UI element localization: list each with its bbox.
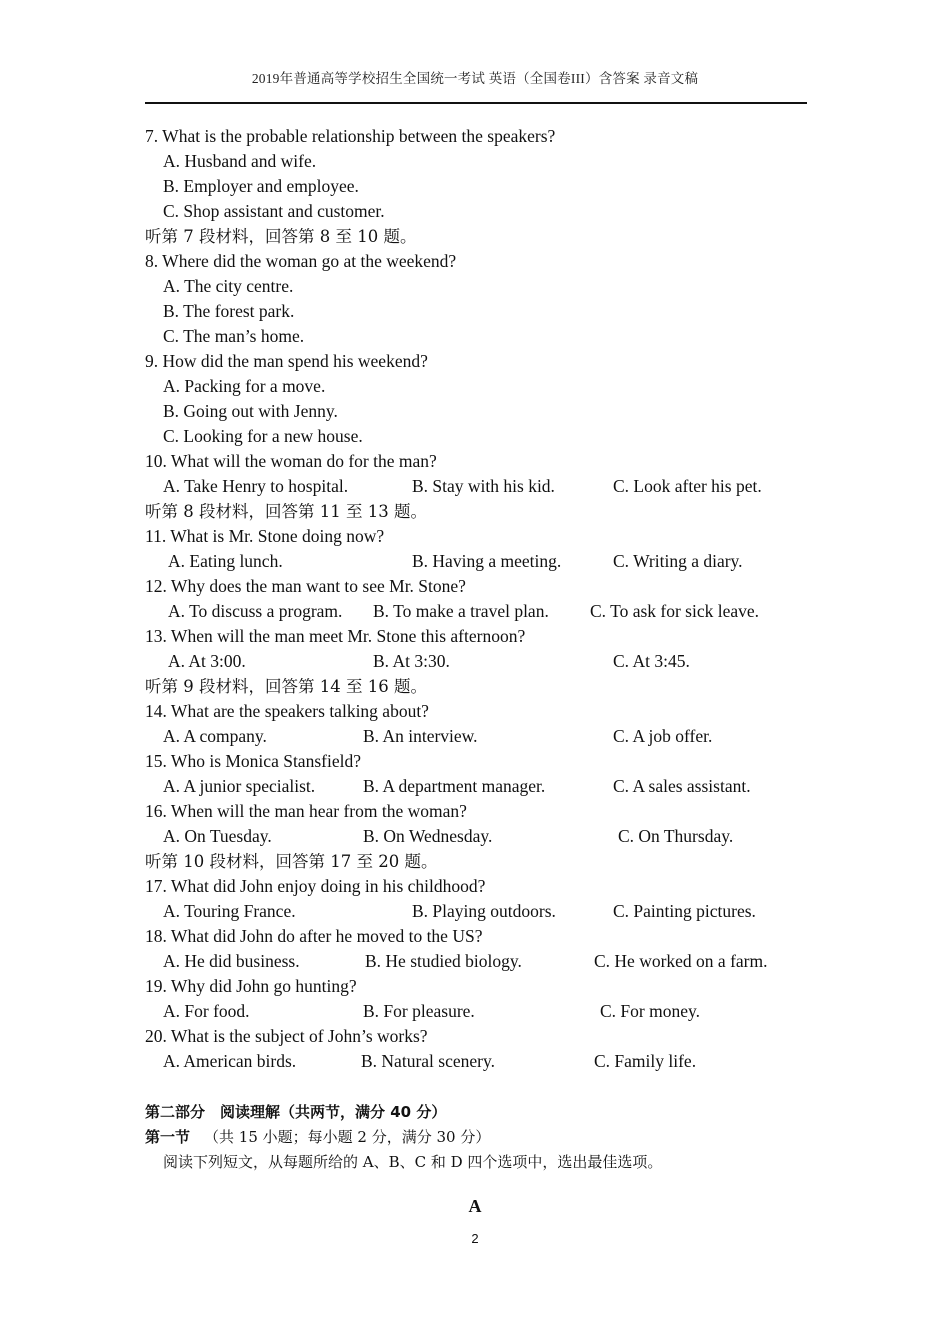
q15-options	[145, 774, 807, 799]
q13-options	[145, 649, 807, 674]
q11-option-a: A. Eating lunch.	[168, 551, 283, 571]
q14-option-b: B. An interview.	[363, 726, 478, 746]
q10-options	[145, 474, 807, 499]
passage-letter: A	[468, 1196, 482, 1216]
part-two-title: 第二部分 阅读理解（共两节，满分 40 分）	[145, 1103, 447, 1121]
q12-option-a: A. To discuss a program.	[168, 601, 343, 621]
header-rule	[145, 102, 807, 104]
q12-options	[145, 599, 807, 624]
question-10: 10. What will the woman do for the man?	[145, 451, 437, 471]
q8-option-a: A. The city centre.	[163, 276, 294, 296]
q12-option-c: C. To ask for sick leave.	[590, 601, 760, 621]
q16-option-c: C. On Thursday.	[618, 826, 734, 846]
q17-option-a: A. Touring France.	[163, 901, 296, 921]
section-one-line	[145, 1125, 807, 1150]
q12-option-b: B. To make a travel plan.	[373, 601, 549, 621]
q9-option-b: B. Going out with Jenny.	[163, 401, 338, 421]
q20-option-a: A. American birds.	[163, 1051, 297, 1071]
q19-option-a: A. For food.	[163, 1001, 250, 1021]
q18-option-c: C. He worked on a farm.	[594, 951, 768, 971]
question-13: 13. When will the man meet Mr. Stone this afternoon?	[145, 626, 526, 646]
q10-option-a: A. Take Henry to hospital.	[163, 476, 349, 496]
q9-option-c: C. Looking for a new house.	[163, 426, 363, 446]
section-one-label: 第一节	[145, 1128, 191, 1146]
q11-option-c: C. Writing a diary.	[613, 551, 743, 571]
q13-option-a: A. At 3:00.	[168, 651, 246, 671]
question-18: 18. What did John do after he moved to the US?	[145, 926, 483, 946]
page-content	[145, 124, 807, 1175]
question-16: 16. When will the man hear from the woman?	[145, 801, 467, 821]
spacer	[145, 1074, 807, 1100]
q18-option-a: A. He did business.	[163, 951, 300, 971]
direction-passage-8: 听第 8 段材料，回答第 11 至 13 题。	[145, 502, 427, 521]
q19-options	[145, 999, 807, 1024]
question-8: 8. Where did the woman go at the weekend?	[145, 251, 457, 271]
question-20: 20. What is the subject of John’s works?	[145, 1026, 428, 1046]
question-12: 12. Why does the man want to see Mr. Stone?	[145, 576, 466, 596]
q16-option-a: A. On Tuesday.	[163, 826, 272, 846]
q19-option-c: C. For money.	[600, 1001, 700, 1021]
question-14: 14. What are the speakers talking about?	[145, 701, 429, 721]
reading-instruction: 阅读下列短文，从每题所给的 A、B、C 和 D 四个选项中，选出最佳选项。	[163, 1153, 663, 1171]
q18-options	[145, 949, 807, 974]
question-17: 17. What did John enjoy doing in his childhood?	[145, 876, 486, 896]
q17-option-b: B. Playing outdoors.	[412, 901, 556, 921]
q14-option-c: C. A job offer.	[613, 726, 713, 746]
q8-option-b: B. The forest park.	[163, 301, 295, 321]
page-number: 2	[471, 1231, 479, 1246]
q14-option-a: A. A company.	[163, 726, 267, 746]
q7-option-b: B. Employer and employee.	[163, 176, 359, 196]
q20-options	[145, 1049, 807, 1074]
q20-option-c: C. Family life.	[594, 1051, 697, 1071]
q17-option-c: C. Painting pictures.	[613, 901, 756, 921]
q7-option-a: A. Husband and wife.	[163, 151, 317, 171]
q10-option-c: C. Look after his pet.	[613, 476, 762, 496]
q16-options	[145, 824, 807, 849]
direction-passage-7: 听第 7 段材料，回答第 8 至 10 题。	[145, 227, 417, 246]
q7-option-c: C. Shop assistant and customer.	[163, 201, 385, 221]
q8-option-c: C. The man’s home.	[163, 326, 305, 346]
q15-option-a: A. A junior specialist.	[163, 776, 316, 796]
q20-option-b: B. Natural scenery.	[361, 1051, 495, 1071]
q17-options	[145, 899, 807, 924]
direction-passage-10: 听第 10 段材料，回答第 17 至 20 题。	[145, 852, 438, 871]
question-7: 7. What is the probable relationship between the speakers?	[145, 126, 556, 146]
page-header: 2019年普通高等学校招生全国统一考试 英语（全国卷III）含答案 录音文稿	[251, 71, 699, 86]
q18-option-b: B. He studied biology.	[365, 951, 522, 971]
q13-option-c: C. At 3:45.	[613, 651, 690, 671]
q16-option-b: B. On Wednesday.	[363, 826, 493, 846]
q15-option-b: B. A department manager.	[363, 776, 546, 796]
question-11: 11. What is Mr. Stone doing now?	[145, 526, 385, 546]
q13-option-b: B. At 3:30.	[373, 651, 450, 671]
q9-option-a: A. Packing for a move.	[163, 376, 326, 396]
q11-option-b: B. Having a meeting.	[412, 551, 562, 571]
question-9: 9. How did the man spend his weekend?	[145, 351, 428, 371]
q10-option-b: B. Stay with his kid.	[412, 476, 555, 496]
q15-option-c: C. A sales assistant.	[613, 776, 751, 796]
q19-option-b: B. For pleasure.	[363, 1001, 475, 1021]
question-19: 19. Why did John go hunting?	[145, 976, 357, 996]
q14-options	[145, 724, 807, 749]
direction-passage-9: 听第 9 段材料，回答第 14 至 16 题。	[145, 677, 427, 696]
section-one-info: （共 15 小题；每小题 2 分，满分 30 分）	[204, 1128, 491, 1146]
question-15: 15. Who is Monica Stansfield?	[145, 751, 361, 771]
q11-options	[145, 549, 807, 574]
